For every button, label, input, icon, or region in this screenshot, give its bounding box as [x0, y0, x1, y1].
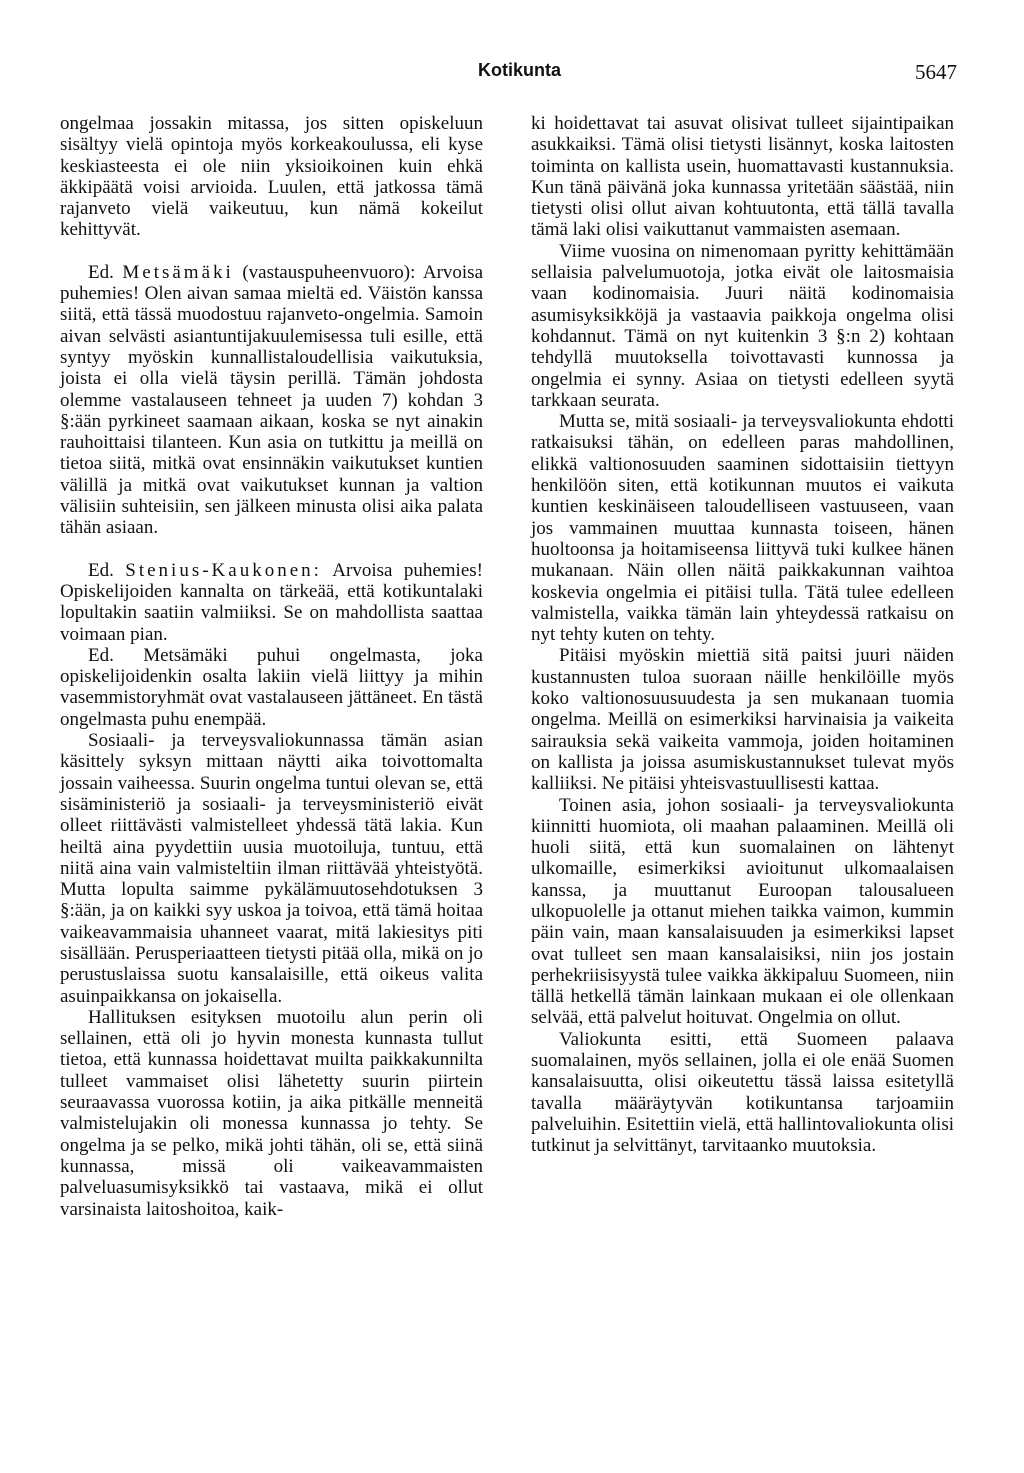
paragraph: Toinen asia, johon sosiaali- ja terveysvaliokunta kiinnitti huomiota, oli maahan palaaminen. Meillä oli huoli siitä, että kun suomalainen on lähtenyt ulkomaille, esimerkiksi avioitunut ulkomaalaisen kanssa, ja muuttanut Euroopan talousalueen ulkopuolelle ja ottanut miehen taikka vaimon, kummin päin vain, maan kansalaisuuden ja esimerkiksi lapset ovat tulleet sen maan kansalaisiksi, niin jos jostain perhekriisisyystä tulee vaikka äkkipaluu Suomeen, niin tällä hetkellä tämän lainkaan mukaan ei ole ollenkaan selvää, että palvelut hoituvat. Ongelmia on ollut. [531, 794, 954, 1029]
speech-text: (vastauspuheenvuoro): Arvoisa puhemies! Olen aivan samaa mieltä ed. Väistön kanssa siitä, että tässä muodostuu rajanveto-ongelmia. Samoin aivan selvästi asiantuntijakuulemisessa tuli esille, että syntyy myöskin kunnallistaloudellisia vaikutuksia, joista ei olla vielä täysin perillä. Tämän johdosta olemme vastalauseen tehneet ja uuden 7) kohdan 3 §:ään pyrkineet saamaan aikaan, koska se nyt ainakin rauhoittaisi tilanteen. Kun asia on tutkittu ja meillä on tietoa siitä, mitkä ovat ensinnäkin vaikutukset kuntien välillä ja mitkä ovat vaikutukset kunnan ja valtion välisiin suhteisiin, sen jälkeen minusta olisi aika palata tähän asiaan. [60, 261, 484, 539]
page-number: 5647 [915, 60, 957, 84]
speech-text: Arvoisa puhemies! Opiskelijoiden kannalta on tärkeää, että kotikuntalaki lopultakin saatiin valmiiksi. Se on mahdollista saattaa voimaan pian. [60, 559, 483, 645]
speaker-prefix: Ed. [88, 261, 114, 283]
paragraph: Ed. Metsämäki puhui ongelmasta, joka opiskelijoidenkin osalta lakiin vielä liittyy ja mihin vasemmistoryhmät ovat vastalauseen jättäneet. En tästä ongelmasta puhu enempää. [60, 644, 483, 730]
paragraph: Sosiaali- ja terveysvaliokunnassa tämän asian käsittely syksyn mittaan näytti aika toivottomalta jossain vaiheessa. Suurin ongelma tuntui olevan se, että sisäministeriö ja sosiaali- ja terveysministeriö eivät olleet riittävästi valmistelleet yhdessä tätä lakia. Kun heiltä aina pyydettiin uusia muotoiluja, tuntuu, että niitä aina vain valmisteltiin ilman riittävää yhteistyötä. Mutta lopulta saimme pykälämuutosehdotuksen 3 §:ään, ja on kaikki syy uskoa ja toivoa, että tämä hoitaa vaikeavammaisia uhanneet vaarat, mitä lakiesitys piti sisällään. Perusperiaatteen tietysti pitää olla, mikä on jo perustuslaissa suotu kansalaisille, että oikeus valita asuinpaikkansa on jokaisella. [60, 730, 483, 1007]
paragraph: ki hoidettavat tai asuvat olisivat tulleet sijaintipaikan asukkaiksi. Tämä olisi tietysti lisännyt, koska laitosten toiminta on kallista usein, huomattavasti kustannuksia. Kun tänä päivänä joka kunnassa yritetään säästää, niin tietysti olisi ollut aivan kohtuutonta, että tällä tavalla tämä laki olisi vaikuttanut vammaisten asemaan. [531, 113, 954, 241]
paragraph: Mutta se, mitä sosiaali- ja terveysvaliokunta ehdotti ratkaisuksi tähän, on edelleen paras mahdollinen, elikkä valtionosuuden saaminen sidottaisiin tiettyyn henkilöön siten, että kotikunnan muutos ei vaikuta kuntien keskinäiseen taloudelliseen vastuuseen, vaan jos vammainen muuttaa kunnasta toiseen, hänen huoltoonsa ja hoitamiseensa liittyvä tuki kulkee hänen mukanaan. Näin ollen näitä paikkakunnan vaihtoa koskevia ongelmia ei pitäisi tulla. Tätä tulee edelleen valmistella, vaikka tämän lain yhteydessä ratkaisu on nyt tehty kuten on tehty. [531, 411, 954, 646]
running-title: Kotikunta [478, 60, 561, 80]
speaker-name: Stenius-Kaukonen: [125, 559, 322, 581]
page-header [0, 60, 1024, 90]
speaker-prefix: Ed. [88, 559, 114, 581]
paragraph: Hallituksen esityksen muotoilu alun perin oli sellainen, että oli jo hyvin monesta kunnasta tullut tietoa, että kunnassa hoidettavat muilta paikkakunnilta tulleet vammaiset olisi lähetetty suurin piirtein seuraavassa vuorossa kotiin, ja aika pitkälle menneitä valmistelujakin oli monessa kunnassa jo tehty. Se ongelma ja se pelko, mikä johti tähän, oli se, että siinä kunnassa, missä oli vaikeavammaisten palveluasumisyksikkö tai vastaava, mikä ei ollut varsinaista laitoshoitoa, kaik- [60, 1006, 483, 1220]
speaker-name: Metsämäki [122, 261, 234, 283]
speech-metsamaki [60, 262, 483, 539]
paragraph: ongelmaa jossakin mitassa, jos sitten opiskeluun sisältyy vielä opintoja myös korkeakoulussa, eli kyse keskiasteesta ei ole niin yksioikoinen kuin ehkä äkkipäätä voisi arvioida. Luulen, että jatkossa tämä rajanveto vielä vaikeutuu, kun nämä kokeilut kehittyvät. [60, 113, 483, 241]
speech-stenius-kaukonen [60, 560, 483, 645]
right-column [531, 113, 954, 1157]
paragraph: Pitäisi myöskin miettiä sitä paitsi juuri näiden kustannusten tuloa suoraan näille henkilöille myös koko valtionosuusuudesta ja sen mukanaan tuomia ongelma. Meillä on esimerkiksi harvinaisia ja vaikeita sairauksia sekä vaikeita vammoja, joiden hoitaminen on kallista ja joissa asumiskustannukset tulevat myös kalliiksi. Ne pitäisi yhteisvastuullisesti kattaa. [531, 645, 954, 795]
paragraph: Valiokunta esitti, että Suomeen palaava suomalainen, myös sellainen, jolla ei ole enää Suomen kansalaisuutta, olisi oikeutettu tässä laissa esitetyllä tavalla määräytyvän kotikuntansa tarjoamiin palveluihin. Esitettiin vielä, että hallintovaliokunta olisi tutkinut ja selvittänyt, tarvitaanko muutoksia. [531, 1028, 954, 1157]
left-column [60, 113, 483, 1220]
paragraph: Viime vuosina on nimenomaan pyritty kehittämään sellaisia palvelumuotoja, jotka eivät ole laitosmaisia vaan kodinomaisia. Juuri näitä kodinomaisia asumisyksikköjä ja vastaavia paikkoja ongelma olisi kohdannut. Tämä on nyt kuitenkin 3 §:n 2) kohtaan tehdyllä muutoksella toivottavasti kunnossa ja ongelmia ei synny. Asiaa on tietysti edelleen syytä tarkkaan seurata. [531, 240, 954, 411]
